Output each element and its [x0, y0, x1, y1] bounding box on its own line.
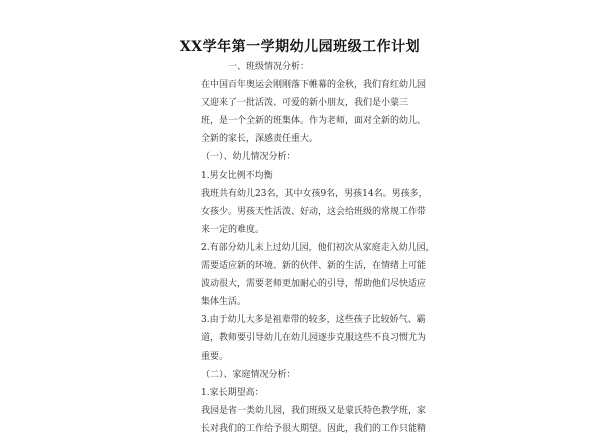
text-line: （二）、家庭情况分析： — [201, 369, 296, 380]
text-line: 2.有部分幼儿未上过幼儿园，他们初次从家庭走入幼儿园， — [201, 242, 435, 253]
text-line: 又迎来了一批活泼、可爱的新小朋友，我们是小蒙三 — [201, 98, 409, 109]
text-line: 在中国百年奥运会刚刚落下帷幕的金秋，我们育红幼儿园 — [201, 80, 427, 91]
text-line: 我园是省一类幼儿园，我们班级又是蒙氏特色教学班，家 — [201, 405, 427, 416]
text-line: 全新的家长，深感责任重大。 — [201, 134, 319, 145]
document-body — [201, 58, 435, 438]
text-line: 集体生活。 — [201, 297, 247, 308]
text-line: 1.家长期望高： — [201, 387, 264, 398]
document-title: XX学年第一学期幼儿园班级工作计划 — [179, 39, 421, 55]
text-line: 女孩少。男孩天性活泼、好动，这会给班级的常规工作带 — [201, 206, 427, 217]
text-line: 班，是一个全新的班集体。作为老师，面对全新的幼儿、 — [201, 116, 427, 127]
text-line: （一）、幼儿情况分析： — [201, 152, 296, 163]
text-line: 道，教师要引导幼儿在幼儿园逐步克服这些不良习惯尤为 — [201, 333, 427, 344]
text-line: 需要适应新的环境、新的伙伴、新的生活，在情绪上可能 — [201, 261, 427, 272]
text-line: 1.男女比例不均衡 — [201, 170, 273, 181]
text-line: 来一定的难度。 — [201, 224, 265, 235]
text-line: 长对我们的工作给予很大期望。因此，我们的工作只能精 — [201, 423, 427, 434]
text-line: 一、班级情况分析： — [228, 62, 310, 72]
text-line: 我班共有幼儿23名，其中女孩9名，男孩14名。男孩多， — [201, 188, 428, 199]
text-line: 重要。 — [201, 351, 229, 362]
text-line: 3.由于幼儿大多是祖辈带的较多，这些孩子比较娇气、霸 — [201, 315, 426, 326]
text-line: 波动很大，需要老师更加耐心的引导，帮助他们尽快适应 — [201, 279, 427, 290]
